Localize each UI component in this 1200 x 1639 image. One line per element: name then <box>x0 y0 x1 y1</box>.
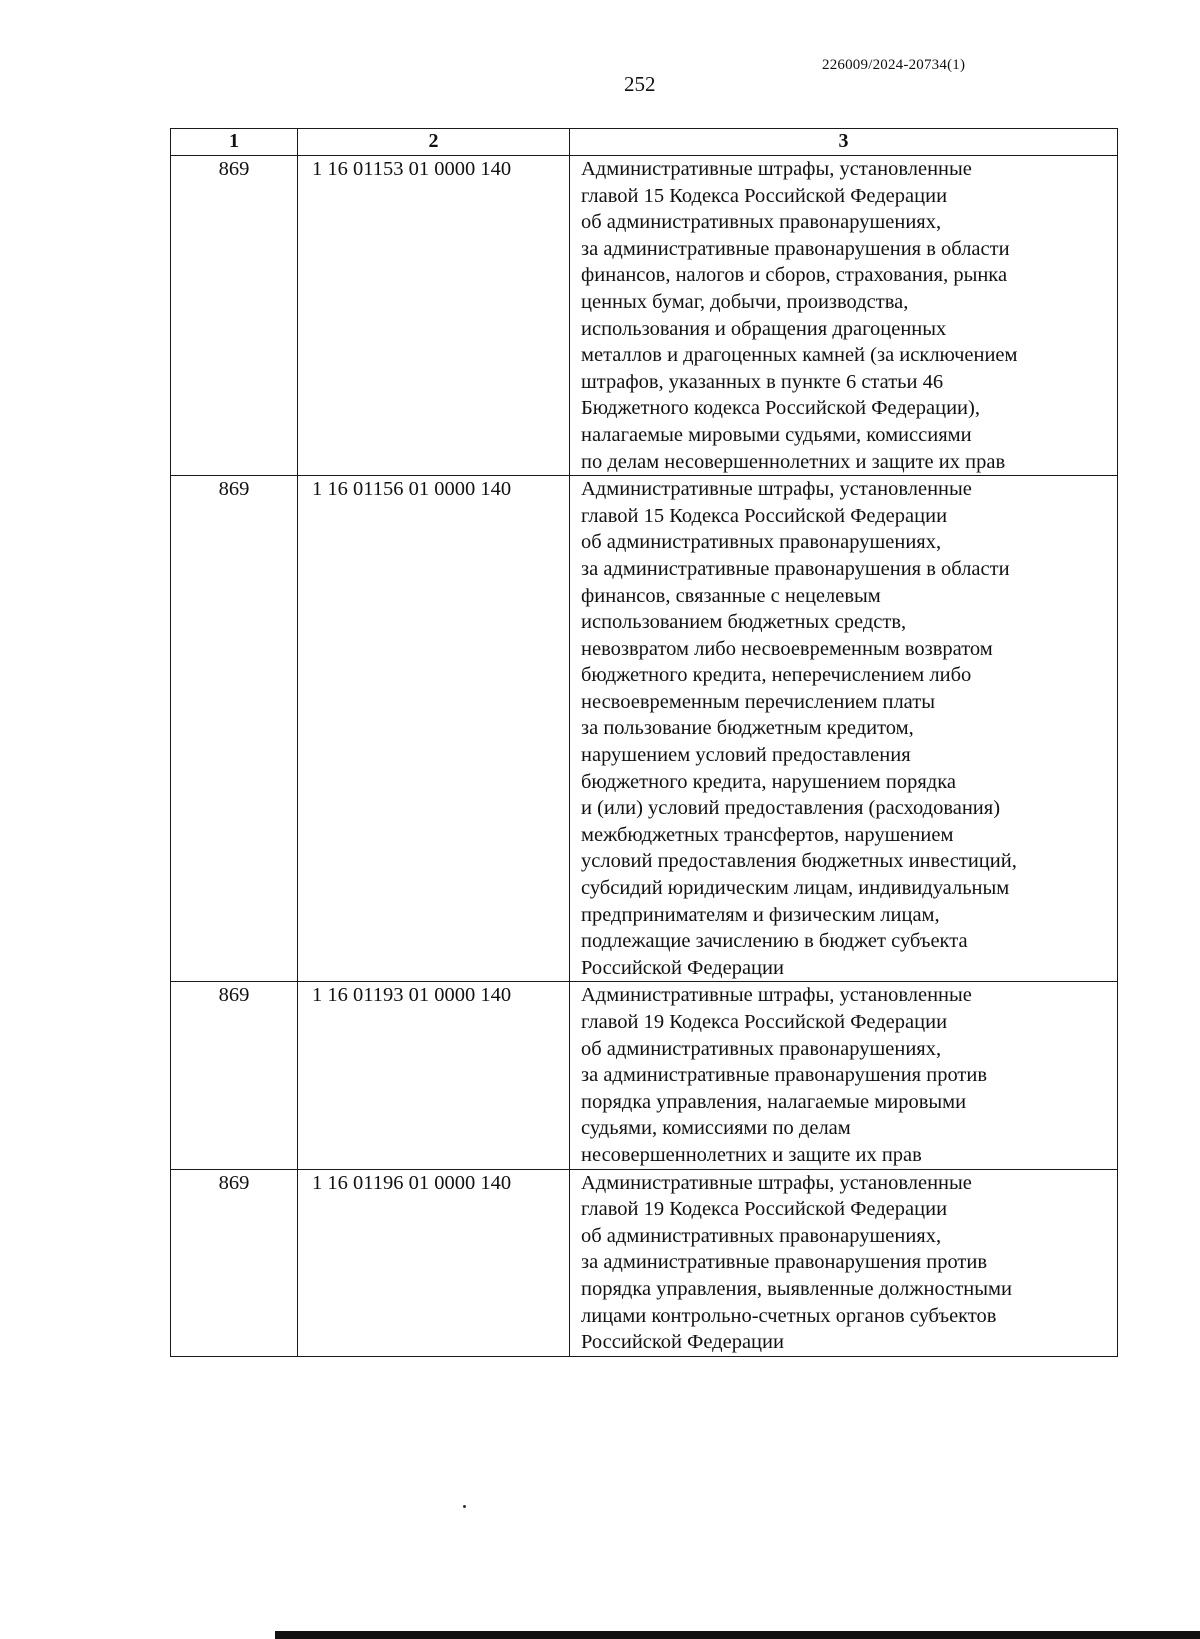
description-line: субсидий юридическим лицам, индивидуальным <box>581 877 1010 900</box>
description-line: несвоевременным перечислением платы <box>581 690 935 713</box>
admin-code-cell: 869 <box>171 476 298 982</box>
description-line: об административных правонарушениях, <box>581 1224 942 1247</box>
description-line: ценных бумаг, добычи, производства, <box>581 290 909 313</box>
description-line: штрафов, указанных в пункте 6 статьи 46 <box>581 370 944 393</box>
table-header <box>171 129 1118 156</box>
description-line: по делам несовершеннолетних и защите их прав <box>581 450 1006 473</box>
admin-code-cell: 869 <box>171 1169 298 1356</box>
description-line: главой 15 Кодекса Российской Федерации <box>581 184 948 207</box>
description-line: порядка управления, налагаемые мировыми <box>581 1090 967 1113</box>
description-line: бюджетного кредита, нарушением порядка <box>581 770 956 793</box>
description-line: Административные штрафы, установленные <box>581 984 972 1007</box>
description-line: налагаемые мировыми судьями, комиссиями <box>581 423 972 446</box>
description-line: Административные штрафы, установленные <box>581 478 972 501</box>
kbk-code-cell: 1 16 01153 01 0000 140 <box>298 156 570 476</box>
description-line: об административных правонарушениях, <box>581 1037 942 1060</box>
description-line: главой 15 Кодекса Российской Федерации <box>581 504 948 527</box>
description-line: об административных правонарушениях, <box>581 211 942 234</box>
kbk-code-cell: 1 16 01156 01 0000 140 <box>298 476 570 982</box>
table-row <box>171 156 1118 476</box>
table-body <box>171 156 1118 1357</box>
description-line: за административные правонарушения в области <box>581 557 1010 580</box>
column-header-1: 1 <box>171 129 298 156</box>
description-line: порядка управления, выявленные должностными <box>581 1277 1012 1300</box>
kbk-code-cell: 1 16 01193 01 0000 140 <box>298 982 570 1169</box>
description-line: металлов и драгоценных камней (за исключением <box>581 344 1018 367</box>
scan-edge-bar <box>275 1631 1200 1639</box>
admin-code-cell: 869 <box>171 156 298 476</box>
description-line: бюджетного кредита, неперечислением либо <box>581 664 972 687</box>
description-cell <box>570 982 1118 1169</box>
page-number: 252 <box>624 72 656 96</box>
description-line: финансов, связанные с нецелевым <box>581 584 881 607</box>
description-line: Административные штрафы, установленные <box>581 158 972 180</box>
description-line: условий предоставления бюджетных инвестиций, <box>581 850 1017 873</box>
description-cell <box>570 476 1118 982</box>
description-line: судьями, комиссиями по делам <box>581 1117 851 1140</box>
description-cell <box>570 1169 1118 1356</box>
scan-speck <box>463 1505 466 1508</box>
document-registration-number: 226009/2024-20734(1) <box>822 57 966 73</box>
description-line: за административные правонарушения в области <box>581 237 1010 260</box>
description-line: нарушением условий предоставления <box>581 744 911 767</box>
description-line: Российской Федерации <box>581 956 784 979</box>
column-header-2: 2 <box>298 129 570 156</box>
table-header-row <box>171 129 1118 156</box>
description-line: об административных правонарушениях, <box>581 531 942 554</box>
column-header-3: 3 <box>570 129 1118 156</box>
description-line: Бюджетного кодекса Российской Федерации), <box>581 397 980 420</box>
description-line: главой 19 Кодекса Российской Федерации <box>581 1198 948 1221</box>
description-line: за административные правонарушения против <box>581 1064 988 1087</box>
table-row <box>171 982 1118 1169</box>
admin-code-cell: 869 <box>171 982 298 1169</box>
description-line: подлежащие зачислению в бюджет субъекта <box>581 930 968 953</box>
description-line: за административные правонарушения против <box>581 1251 988 1274</box>
description-line: предпринимателям и физическим лицам, <box>581 903 940 926</box>
description-line: использованием бюджетных средств, <box>581 611 907 634</box>
table-row <box>171 1169 1118 1356</box>
description-line: и (или) условий предоставления (расходования) <box>581 797 1001 820</box>
description-line: использования и обращения драгоценных <box>581 317 947 340</box>
description-line: Российской Федерации <box>581 1331 784 1354</box>
table-row <box>171 476 1118 982</box>
description-line: невозвратом либо несвоевременным возвратом <box>581 637 993 660</box>
description-cell <box>570 156 1118 476</box>
kbk-code-cell: 1 16 01196 01 0000 140 <box>298 1169 570 1356</box>
description-line: межбюджетных трансфертов, нарушением <box>581 823 954 846</box>
description-line: главой 19 Кодекса Российской Федерации <box>581 1011 948 1033</box>
description-line: Административные штрафы, установленные <box>581 1171 972 1194</box>
description-line: за пользование бюджетным кредитом, <box>581 717 914 740</box>
description-line: лицами контрольно-счетных органов субъектов <box>581 1304 997 1327</box>
budget-classification-table <box>170 128 1118 1357</box>
description-line: несовершеннолетних и защите их прав <box>581 1143 922 1166</box>
description-line: финансов, налогов и сборов, страхования, рынка <box>581 264 1008 287</box>
